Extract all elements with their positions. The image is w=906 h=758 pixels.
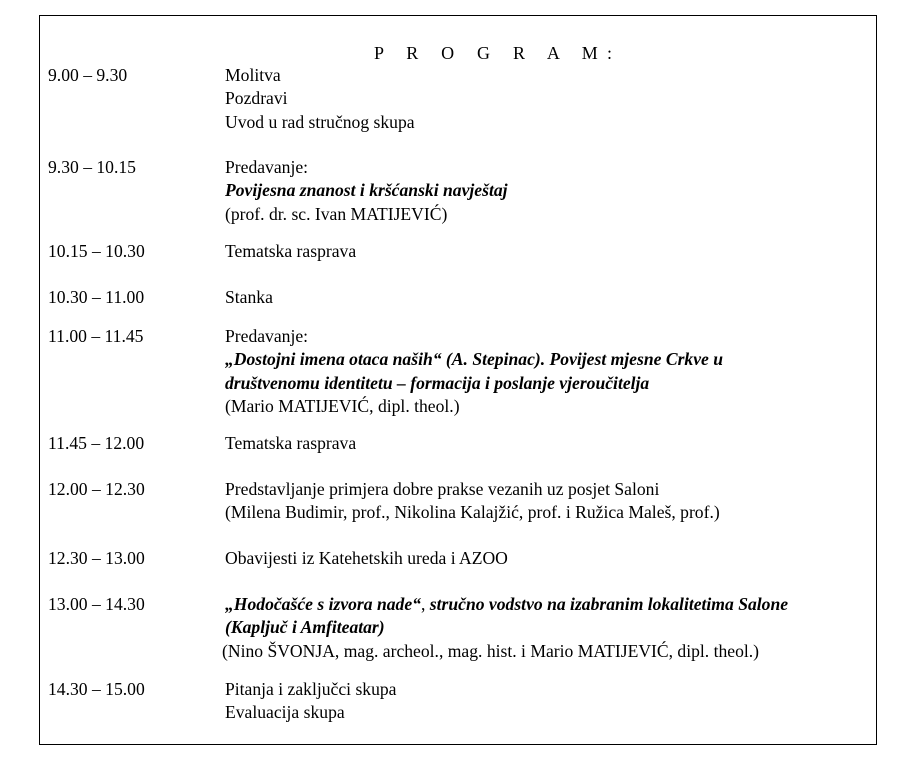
excursion-title-line-1 xyxy=(225,593,875,616)
excursion-quote: „Hodočašće s izvora nade“ xyxy=(225,594,421,614)
time-slot: 9.00 – 9.30 xyxy=(48,65,128,85)
time-slot: 10.30 – 11.00 xyxy=(48,287,145,307)
speaker: (Milena Budimir, prof., Nikolina Kalajžić, prof. i Ružica Maleš, prof.) xyxy=(225,502,720,523)
session-content xyxy=(225,286,875,309)
excursion-comma: , xyxy=(420,594,426,614)
session-content xyxy=(225,64,875,134)
time-slot: 13.00 – 14.30 xyxy=(48,594,145,614)
session-content xyxy=(225,325,875,418)
time-slot: 11.00 – 11.45 xyxy=(48,326,144,346)
session-content xyxy=(225,240,875,263)
session-content xyxy=(225,478,875,525)
time-slot: 10.15 – 10.30 xyxy=(48,241,145,261)
session-item: Tematska rasprava xyxy=(225,433,357,453)
time-slot: 14.30 – 15.00 xyxy=(48,679,145,699)
speaker: (Nino ŠVONJA, mag. archeol., mag. hist. i Mario MATIJEVIĆ, dipl. theol.) xyxy=(222,640,760,661)
session-item: Stanka xyxy=(225,287,273,307)
session-item: Tematska rasprava xyxy=(225,241,357,261)
session-item: Molitva xyxy=(225,65,281,85)
excursion-title-line-2: (Kapljuč i Amfiteatar) xyxy=(225,617,385,638)
speaker: (Mario MATIJEVIĆ, dipl. theol.) xyxy=(225,395,460,416)
lecture-title-line-1: „Dostojni imena otaca naših“ (A. Stepinac). Povijest mjesne Crkve u xyxy=(225,349,724,370)
session-label: Predavanje: xyxy=(225,157,309,177)
session-item: Pozdravi xyxy=(225,88,288,109)
session-item: Obavijesti iz Katehetskih ureda i AZOO xyxy=(225,548,508,568)
session-content xyxy=(225,678,875,725)
session-content xyxy=(225,432,875,455)
session-item: Pitanja i zaključci skupa xyxy=(225,679,397,699)
session-label: Predavanje: xyxy=(225,326,309,346)
session-content xyxy=(225,156,875,226)
excursion-description: stručno vodstvo na izabranim lokalitetima Salone xyxy=(425,594,789,614)
session-item: Predstavljanje primjera dobre prakse vezanih uz posjet Saloni xyxy=(225,479,660,499)
speaker: (prof. dr. sc. Ivan MATIJEVIĆ) xyxy=(225,203,448,224)
session-item: Evaluacija skupa xyxy=(225,702,345,723)
lecture-title-line-2: društvenomu identitetu – formacija i poslanje vjeroučitelja xyxy=(225,372,650,393)
lecture-title: Povijesna znanost i kršćanski navještaj xyxy=(225,180,508,201)
session-item: Uvod u rad stručnog skupa xyxy=(225,111,415,132)
time-slot: 11.45 – 12.00 xyxy=(48,433,145,453)
session-content xyxy=(222,593,875,663)
time-slot: 12.30 – 13.00 xyxy=(48,548,145,568)
time-slot: 9.30 – 10.15 xyxy=(48,157,136,177)
program-title: P R O G R A M: xyxy=(374,43,622,63)
time-slot: 12.00 – 12.30 xyxy=(48,479,145,499)
session-content xyxy=(225,547,875,570)
